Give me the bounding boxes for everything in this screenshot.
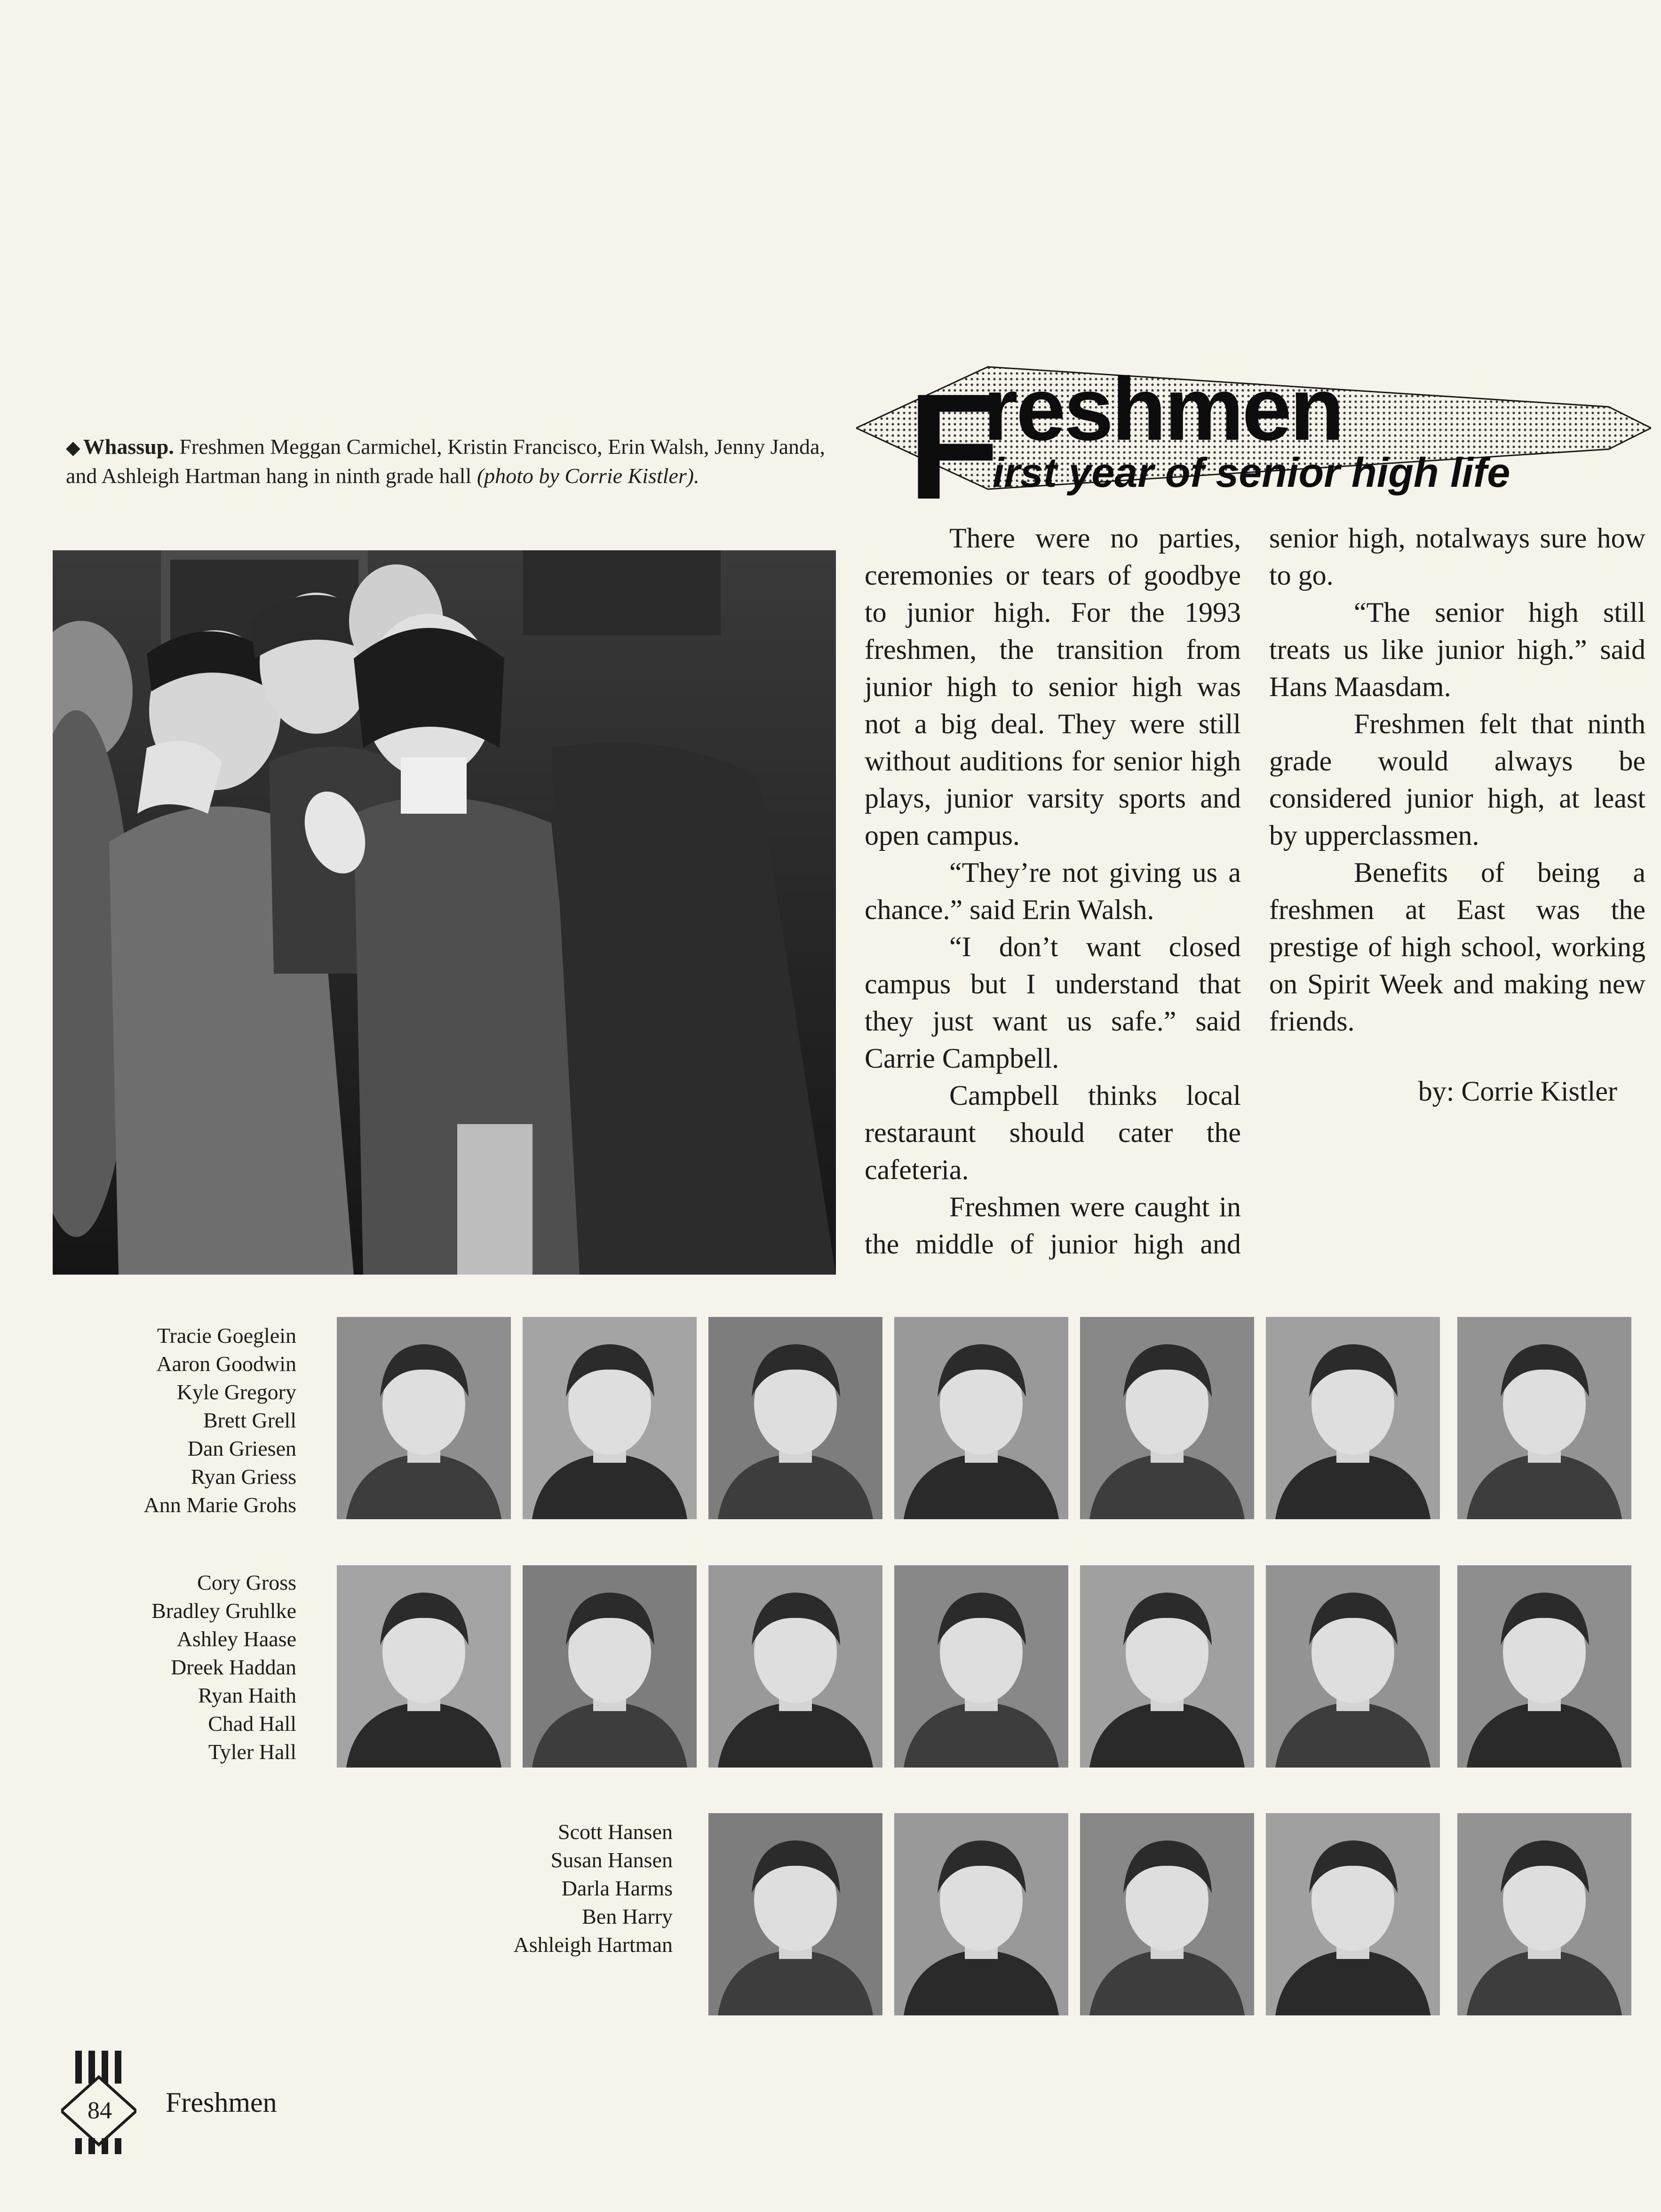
- article-paragraph: Campbell thinks local restaraunt should cater the cafeteria.: [865, 1080, 1241, 1185]
- article-paragraph: Benefits of being a freshmen at East was the prestige of high school, working on Spirit Week and making new friends.: [1269, 857, 1645, 1037]
- caption-credit: (photo by Corrie Kistler).: [477, 464, 699, 488]
- diamond-bullet-icon: ◆: [66, 437, 80, 458]
- name-list-row-2: [71, 1569, 296, 1766]
- name-list-row-1: [71, 1322, 296, 1519]
- article-paragraph: “They’re not giving us a chance.” said Erin Walsh.: [865, 857, 1241, 925]
- student-portrait: [708, 1565, 882, 1768]
- student-portrait: [1080, 1317, 1254, 1519]
- caption-text: Freshmen Meggan Carmichel, Kristin Francisco, Erin Walsh, Jenny Janda, and Ashleigh Hartman hang in ninth grade hall: [66, 435, 825, 488]
- student-portrait: [894, 1813, 1068, 2015]
- student-name: Dreek Haddan: [171, 1655, 296, 1679]
- student-portrait: [708, 1813, 882, 2015]
- student-name: Bradley Gruhlke: [151, 1599, 296, 1623]
- student-name: Ann Marie Grohs: [143, 1493, 296, 1517]
- student-portrait: [337, 1565, 511, 1768]
- article-paragraph: “The senior high still treats us like junior high.” said Hans Maasdam.: [1269, 597, 1645, 702]
- student-portrait: [1457, 1317, 1631, 1519]
- page-number-badge: [61, 2051, 136, 2154]
- student-name: Ryan Haith: [198, 1683, 296, 1707]
- student-name: Kyle Gregory: [176, 1380, 296, 1404]
- student-portrait: [894, 1317, 1068, 1519]
- article-byline: by: Corrie Kistler: [1418, 1076, 1617, 1107]
- article-paragraph: “I don’t want closed campus but I understand that they just want us safe.” said Carrie Campbell.: [865, 931, 1241, 1074]
- photo-caption: [66, 433, 837, 490]
- student-portrait: [337, 1317, 511, 1519]
- student-portrait: [523, 1565, 697, 1768]
- student-name: Tracie Goeglein: [157, 1324, 296, 1348]
- article-paragraph: There were no parties, ceremonies or tears of goodbye to junior high. For the 1993 freshmen, the transition from junior high to senior high was not a big deal. They were still without auditions for senior high plays, junior varsity sports and open campus.: [865, 523, 1241, 851]
- student-name: Chad Hall: [208, 1712, 296, 1736]
- student-name: Tyler Hall: [208, 1740, 296, 1764]
- student-name: Cory Gross: [197, 1570, 296, 1594]
- student-portrait: [1266, 1813, 1440, 2015]
- student-portrait: [523, 1317, 697, 1519]
- student-name: Ben Harry: [582, 1904, 673, 1928]
- article-paragraph: Freshmen felt that ninth grade would always be considered junior high, at least by upperclassmen.: [1269, 708, 1645, 851]
- student-name: Dan Griesen: [187, 1436, 296, 1460]
- student-name: Ashley Haase: [176, 1627, 296, 1651]
- headline: [856, 348, 1651, 508]
- student-name: Ashleigh Hartman: [513, 1933, 673, 1957]
- student-name: Scott Hansen: [557, 1820, 673, 1844]
- headline-initial: F: [908, 362, 1000, 508]
- student-name: Darla Harms: [561, 1876, 673, 1900]
- caption-lead: Whassup.: [83, 435, 174, 459]
- student-name: Susan Hansen: [550, 1848, 673, 1872]
- student-portrait: [708, 1317, 882, 1519]
- student-name: Ryan Griess: [191, 1465, 296, 1489]
- student-portrait: [1080, 1565, 1254, 1768]
- student-name: Aaron Goodwin: [156, 1352, 296, 1376]
- article-body: [865, 520, 1645, 1272]
- student-portrait: [1266, 1317, 1440, 1519]
- main-group-photo: [53, 550, 836, 1275]
- student-portrait: [1457, 1565, 1631, 1768]
- section-label: Freshmen: [166, 2087, 277, 2118]
- student-name: Brett Grell: [203, 1408, 296, 1432]
- student-portrait: [1266, 1565, 1440, 1768]
- headline-subtitle: irst year of senior high life: [993, 449, 1510, 496]
- student-portrait: [1080, 1813, 1254, 2015]
- student-portrait: [894, 1565, 1068, 1768]
- page-number: 84: [87, 2097, 112, 2124]
- student-portrait: [1457, 1813, 1631, 2015]
- headline-title: reshmen: [983, 359, 1343, 459]
- article-paragraph: Freshmen were caught in the middle of junior high and senior high, notalways sure how to go.: [865, 523, 1645, 1260]
- name-list-row-3: [423, 1818, 673, 1959]
